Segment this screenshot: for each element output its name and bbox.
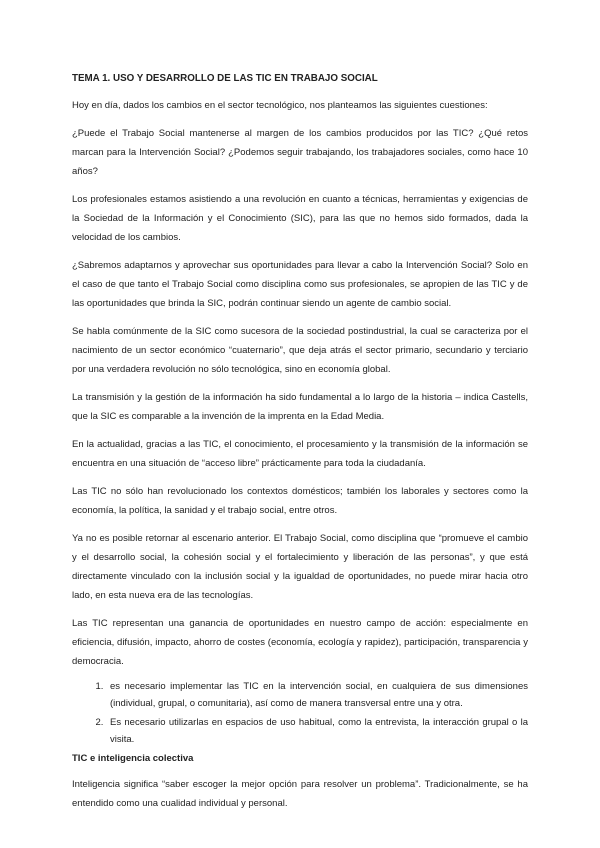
paragraph-questions: ¿Puede el Trabajo Social mantenerse al margen de los cambios producidos por las TIC? ¿Qué retos marcan para la Intervención Social? ¿Podemos seguir trabajando, los trabajadores sociales, como hace 10 años? — [72, 128, 528, 177]
paragraph-inteligencia: Inteligencia significa “saber escoger la mejor opción para resolver un problema”. Tradicionalmente, se ha entendido como una cualidad individual y personal. — [72, 779, 528, 809]
paragraph-adaptation: ¿Sabremos adaptarnos y aprovechar sus oportunidades para llevar a cabo la Intervención Social? Solo en el caso de que tanto el Trabajo Social como disciplina como sus profesionales, se apropien de las TIC y de las oportunidades que brinda la SIC, podrán continuar siendo un agente de cambio social. — [72, 260, 528, 309]
document-page — [72, 70, 528, 822]
paragraph-sic: Se habla comúnmente de la SIC como sucesora de la sociedad postindustrial, la cual se caracteriza por el nacimiento de un sector económico “cuaternario”, que deja atrás el sector primario, secundario y terciario por una verdadera revolución no sólo tecnológica, sino en economía global. — [72, 326, 528, 375]
list-item: 1. es necesario implementar las TIC en la intervención social, en cualquiera de sus dimensiones (individual, grupal, o comunitaria), así como de manera transversal entre una y otra. — [106, 678, 528, 712]
section-heading: TIC e inteligencia colectiva — [72, 753, 194, 764]
paragraph-actualidad: En la actualidad, gracias a las TIC, el conocimiento, el procesamiento y la transmisión de la información se encuentra en una situación de “acceso libre” prácticamente para toda la ciudadanía. — [72, 439, 528, 469]
list-item: 2. Es necesario utilizarlas en espacios de uso habitual, como la entrevista, la interacción grupal o la visita. — [106, 714, 528, 748]
numbered-list — [72, 678, 528, 748]
paragraph-intro: Hoy en día, dados los cambios en el sector tecnológico, nos planteamos las siguientes cuestiones: — [72, 100, 488, 111]
paragraph-oportunidades: Las TIC representan una ganancia de oportunidades en nuestro campo de acción: especialmente en eficiencia, difusión, impacto, ahorro de costes (economía, ecología y rapidez), participación, transparencia y democracia. — [72, 618, 528, 667]
paragraph-contextos: Las TIC no sólo han revolucionado los contextos domésticos; también los laborales y sectores como la economía, la política, la sanidad y el trabajo social, entre otros. — [72, 486, 528, 516]
document-title: TEMA 1. USO Y DESARROLLO DE LAS TIC EN TRABAJO SOCIAL — [72, 73, 378, 84]
paragraph-revolution: Los profesionales estamos asistiendo a una revolución en cuanto a técnicas, herramientas y exigencias de la Sociedad de la Información y el Conocimiento (SIC), para las que no hemos sido formados, dada la velocidad de los cambios. — [72, 194, 528, 243]
paragraph-castells: La transmisión y la gestión de la información ha sido fundamental a lo largo de la historia – indica Castells, que la SIC es comparable a la invención de la imprenta en la Edad Media. — [72, 392, 528, 422]
paragraph-escenario: Ya no es posible retornar al escenario anterior. El Trabajo Social, como disciplina que “promueve el cambio y el desarrollo social, la cohesión social y el fortalecimiento y liberación de las personas”, y que está directamente vinculado con la inclusión social y la igualdad de oportunidades, no puede mirar hacia otro lado, en esta nueva era de las tecnologías. — [72, 533, 528, 601]
